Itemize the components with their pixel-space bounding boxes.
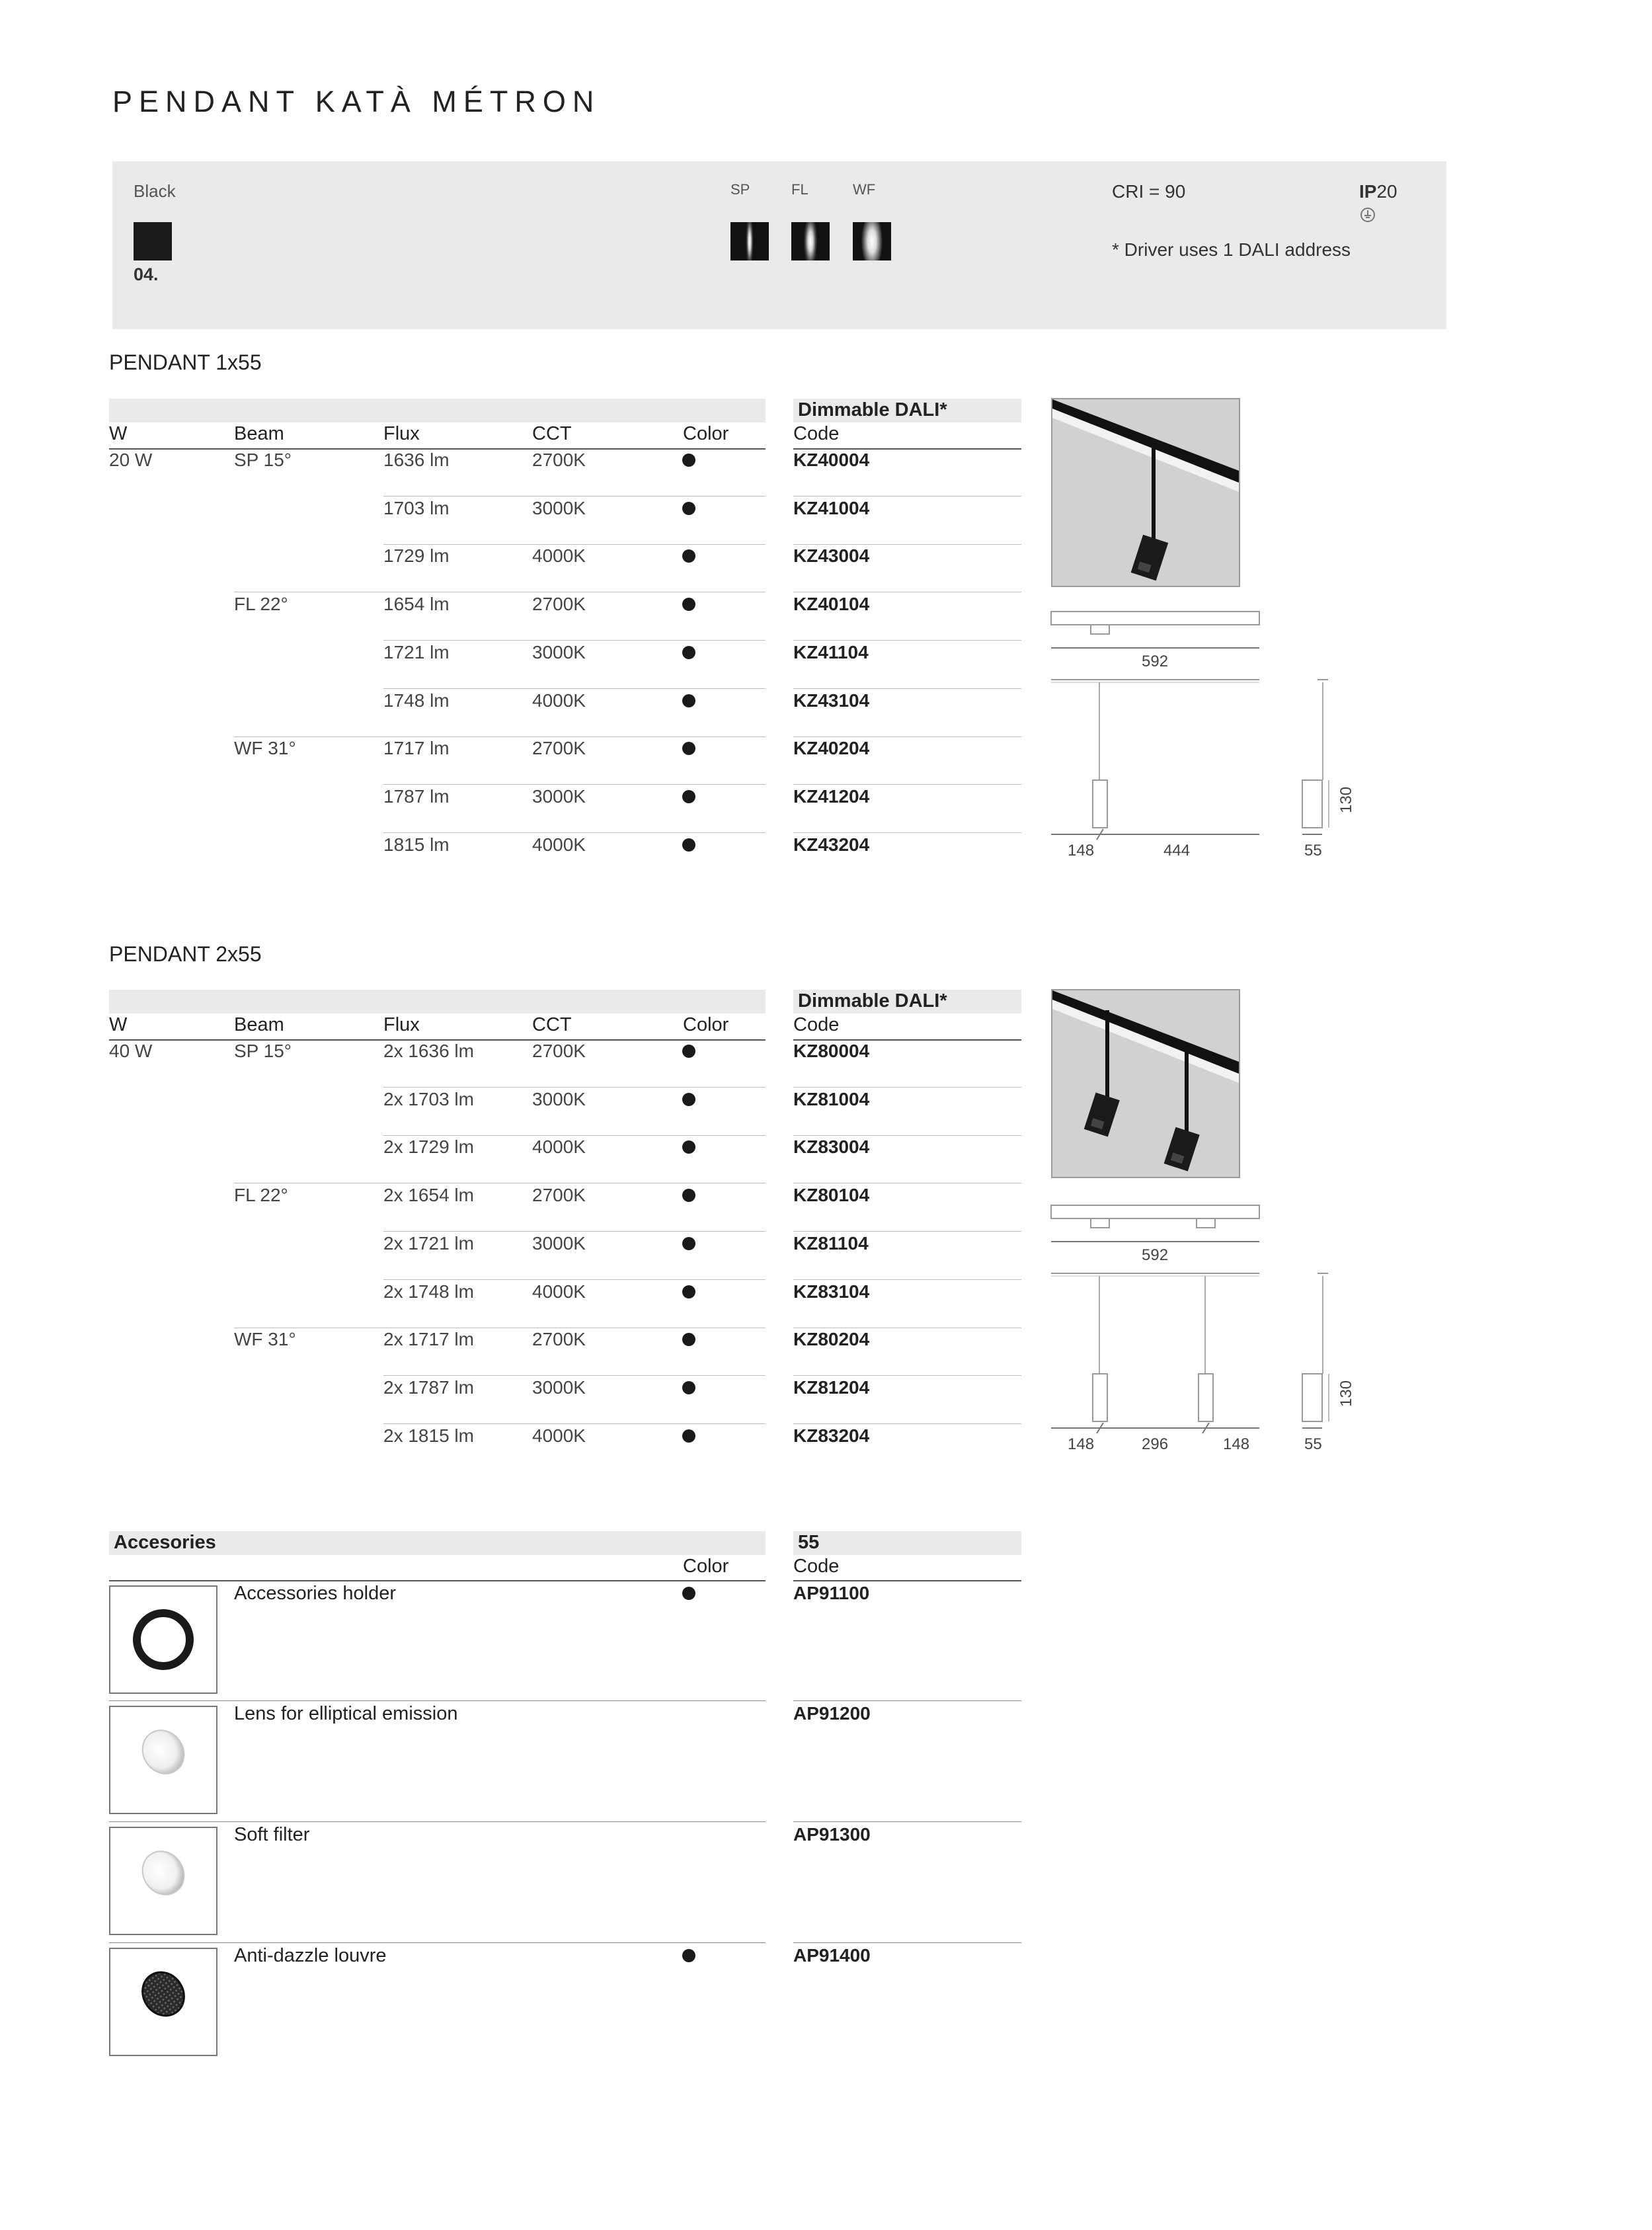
color-dot-black xyxy=(682,742,695,755)
color-dot-black xyxy=(682,1949,695,1962)
section-title-pendant2: PENDANT 2x55 xyxy=(109,942,262,966)
accessory-name: Lens for elliptical emission xyxy=(234,1703,458,1724)
finish-band xyxy=(112,161,1446,329)
accessory-code-separator xyxy=(793,1821,1021,1822)
ip-prefix: IP xyxy=(1359,181,1377,202)
accessory-separator xyxy=(109,1700,766,1701)
dim-length-2: 592 xyxy=(1142,1246,1169,1264)
finish-code: 04. xyxy=(134,264,159,284)
dim-height-2: 130 xyxy=(1337,1380,1355,1407)
dimension-drawing-2x55 xyxy=(1048,1202,1365,1453)
beam-wf-icon xyxy=(853,222,891,260)
product-code: KZ80004 xyxy=(793,1041,870,1061)
flux-cell: 1636 lm xyxy=(383,450,450,470)
flux-cell: 2x 1703 lm xyxy=(383,1088,474,1109)
accessory-name: Anti-dazzle louvre xyxy=(234,1945,387,1966)
row-separator xyxy=(383,640,766,641)
accessories-size-bar xyxy=(793,1531,1021,1555)
cct-cell: 2700K xyxy=(532,738,586,759)
color-dot-black xyxy=(682,1189,695,1202)
product-code: KZ83004 xyxy=(793,1136,870,1158)
color-dot-black xyxy=(682,694,695,707)
cct-cell: 3000K xyxy=(532,1376,586,1398)
cct-cell: 3000K xyxy=(532,641,586,662)
code-row-separator xyxy=(793,1423,1021,1424)
product-code: KZ43204 xyxy=(793,834,870,855)
code-row-separator xyxy=(793,640,1021,641)
product-code: KZ83104 xyxy=(793,1281,870,1302)
accessory-code-separator xyxy=(793,1942,1021,1943)
cct-cell: 2700K xyxy=(532,594,586,615)
product-photo-2x55 xyxy=(1051,989,1240,1178)
accessory-code: AP91200 xyxy=(793,1703,871,1724)
color-dot-black xyxy=(682,1587,695,1600)
driver-note: * Driver uses 1 DALI address xyxy=(1112,239,1351,260)
finish-label: Black xyxy=(134,181,176,201)
flux-cell: 2x 1654 lm xyxy=(383,1185,474,1206)
row-separator xyxy=(383,496,766,497)
table-header-bar xyxy=(109,399,766,422)
page-title: PENDANT KATÀ MÉTRON xyxy=(112,85,601,118)
cct-cell: 2700K xyxy=(532,1185,586,1206)
col-beam: Beam xyxy=(234,423,284,444)
code-row-separator xyxy=(793,544,1021,545)
code-row-separator xyxy=(793,1375,1021,1376)
accessories-size: 55 xyxy=(798,1532,820,1553)
black-swatch xyxy=(134,222,172,260)
dim-side: 55 xyxy=(1304,842,1322,859)
cct-cell: 4000K xyxy=(532,690,586,711)
product-code: KZ43004 xyxy=(793,545,870,567)
flux-cell: 1787 lm xyxy=(383,785,450,807)
flux-cell: 1729 lm xyxy=(383,545,450,567)
flux-cell: 1654 lm xyxy=(383,594,450,615)
beam-cell: SP 15° xyxy=(234,1041,292,1061)
product-code: KZ41104 xyxy=(793,641,869,662)
flux-cell: 1748 lm xyxy=(383,690,450,711)
col-color: Color xyxy=(683,423,729,444)
row-separator xyxy=(383,784,766,785)
accessory-name: Accessories holder xyxy=(234,1583,396,1604)
product-code: KZ81004 xyxy=(793,1088,870,1109)
beam-sp-icon xyxy=(730,222,769,260)
row-separator xyxy=(383,1423,766,1424)
accessory-name: Soft filter xyxy=(234,1824,310,1845)
flux-cell: 2x 1787 lm xyxy=(383,1376,474,1398)
lens-icon xyxy=(110,1707,216,1813)
cct-cell: 3000K xyxy=(532,785,586,807)
cct-cell: 3000K xyxy=(532,497,586,518)
col-cct: CCT xyxy=(532,423,572,444)
cct-cell: 4000K xyxy=(532,1136,586,1158)
cct-cell: 4000K xyxy=(532,1425,586,1446)
accessories-code-rule xyxy=(793,1580,1021,1581)
product-code: KZ40204 xyxy=(793,738,870,759)
product-code: KZ40004 xyxy=(793,450,870,470)
dim-right-2: 148 xyxy=(1223,1435,1250,1453)
dim-height: 130 xyxy=(1337,786,1355,813)
product-code: KZ40104 xyxy=(793,594,870,615)
code-row-separator xyxy=(793,784,1021,785)
row-separator xyxy=(383,1279,766,1280)
filter-icon xyxy=(110,1828,216,1934)
flux-cell: 2x 1717 lm xyxy=(383,1329,474,1350)
cct-cell: 4000K xyxy=(532,1281,586,1302)
product-code: KZ41204 xyxy=(793,785,870,807)
beam-cell: FL 22° xyxy=(234,1185,288,1206)
product-code: KZ81104 xyxy=(793,1232,869,1254)
dimmable-header-2: Dimmable DALI* xyxy=(798,990,947,1012)
accessories-color-header: Color xyxy=(683,1556,729,1577)
col-flux-2: Flux xyxy=(383,1014,420,1035)
color-dot-black xyxy=(682,646,695,659)
cct-cell: 4000K xyxy=(532,834,586,855)
dim-span-2: 296 xyxy=(1142,1435,1169,1453)
accessory-code: AP91100 xyxy=(793,1583,870,1603)
row-separator xyxy=(383,688,766,689)
product-code: KZ41004 xyxy=(793,497,870,518)
color-dot-black xyxy=(682,1093,695,1106)
beam-cell: WF 31° xyxy=(234,1329,296,1350)
accessory-code: AP91400 xyxy=(793,1945,871,1966)
dim-span: 444 xyxy=(1163,842,1191,859)
product-code: KZ80104 xyxy=(793,1185,870,1206)
col-color-2: Color xyxy=(683,1014,729,1035)
code-row-separator xyxy=(793,496,1021,497)
row-separator xyxy=(383,1087,766,1088)
watt-value-2: 40 W xyxy=(109,1041,153,1061)
beam-label-fl: FL xyxy=(791,181,808,198)
color-dot-black xyxy=(682,1045,695,1058)
color-dot-black xyxy=(682,838,695,852)
product-code: KZ83204 xyxy=(793,1425,870,1446)
accessories-code-header: Code xyxy=(793,1556,840,1577)
col-w: W xyxy=(109,423,128,444)
product-photo-1x55 xyxy=(1051,398,1240,587)
row-separator xyxy=(383,544,766,545)
dimmable-header: Dimmable DALI* xyxy=(798,399,947,420)
cct-cell: 3000K xyxy=(532,1088,586,1109)
louvre-icon xyxy=(110,1949,216,2055)
cct-cell: 3000K xyxy=(532,1232,586,1254)
cct-cell: 2700K xyxy=(532,1329,586,1350)
class-symbol-icon xyxy=(1359,206,1376,223)
cct-cell: 4000K xyxy=(532,545,586,567)
color-dot-black xyxy=(682,1285,695,1298)
ring-icon xyxy=(110,1587,216,1692)
flux-cell: 2x 1721 lm xyxy=(383,1232,474,1254)
louvre-icon xyxy=(109,1948,217,2056)
code-row-separator xyxy=(793,1135,1021,1136)
product-code: KZ81204 xyxy=(793,1376,870,1398)
dim-left: 148 xyxy=(1068,842,1095,859)
flux-cell: 2x 1748 lm xyxy=(383,1281,474,1302)
code-row-separator xyxy=(793,832,1021,833)
code-row-separator xyxy=(793,1231,1021,1232)
ring-icon xyxy=(109,1585,217,1694)
color-dot-black xyxy=(682,454,695,467)
product-code: KZ43104 xyxy=(793,690,870,711)
color-dot-black xyxy=(682,502,695,515)
accessory-code: AP91300 xyxy=(793,1824,871,1845)
accessories-rule xyxy=(109,1580,766,1581)
color-dot-black xyxy=(682,1237,695,1250)
ip-number: 20 xyxy=(1376,181,1397,202)
color-dot-black xyxy=(682,1333,695,1346)
col-w-2: W xyxy=(109,1014,128,1035)
dim-side-2: 55 xyxy=(1304,1435,1322,1453)
dim-left-2: 148 xyxy=(1068,1435,1095,1453)
row-separator xyxy=(383,832,766,833)
dimension-drawing-1x55 xyxy=(1048,608,1365,859)
pendant-2x55-photo-icon xyxy=(1052,990,1239,1177)
lens-icon xyxy=(109,1706,217,1814)
code-row-separator xyxy=(793,1087,1021,1088)
cct-cell: 2700K xyxy=(532,450,586,470)
color-dot-black xyxy=(682,1381,695,1394)
beam-label-wf: WF xyxy=(853,181,876,198)
color-dot-black xyxy=(682,790,695,803)
code-row-separator xyxy=(793,1279,1021,1280)
beam-cell: FL 22° xyxy=(234,594,288,615)
accessory-code-separator xyxy=(793,1700,1021,1701)
cri-value: CRI = 90 xyxy=(1112,181,1186,202)
beam-label-sp: SP xyxy=(730,181,750,198)
color-dot-black xyxy=(682,1429,695,1443)
col-code-2: Code xyxy=(793,1014,840,1035)
row-separator xyxy=(383,1375,766,1376)
beam-cell: WF 31° xyxy=(234,738,296,759)
row-separator xyxy=(383,1135,766,1136)
flux-cell: 1721 lm xyxy=(383,641,450,662)
product-code: KZ80204 xyxy=(793,1329,870,1350)
section-title-pendant1: PENDANT 1x55 xyxy=(109,350,262,374)
beam-cell: SP 15° xyxy=(234,450,292,470)
color-dot-black xyxy=(682,549,695,563)
col-beam-2: Beam xyxy=(234,1014,284,1035)
dim-length: 592 xyxy=(1142,653,1169,670)
col-cct-2: CCT xyxy=(532,1014,572,1035)
flux-cell: 1717 lm xyxy=(383,738,450,759)
row-separator xyxy=(383,1231,766,1232)
flux-cell: 1703 lm xyxy=(383,497,450,518)
accessory-separator xyxy=(109,1821,766,1822)
flux-cell: 2x 1729 lm xyxy=(383,1136,474,1158)
col-flux: Flux xyxy=(383,423,420,444)
color-dot-black xyxy=(682,1140,695,1154)
color-dot-black xyxy=(682,598,695,611)
watt-value: 20 W xyxy=(109,450,153,470)
beam-fl-icon xyxy=(791,222,830,260)
table-header-bar-2 xyxy=(109,990,766,1014)
accessories-title: Accesories xyxy=(114,1532,216,1553)
cct-cell: 2700K xyxy=(532,1041,586,1061)
col-code: Code xyxy=(793,423,840,444)
ip-rating xyxy=(1359,181,1397,202)
pendant-1x55-photo-icon xyxy=(1052,399,1239,586)
code-row-separator xyxy=(793,688,1021,689)
flux-cell: 2x 1636 lm xyxy=(383,1041,474,1061)
flux-cell: 1815 lm xyxy=(383,834,450,855)
flux-cell: 2x 1815 lm xyxy=(383,1425,474,1446)
filter-icon xyxy=(109,1827,217,1935)
accessory-separator xyxy=(109,1942,766,1943)
